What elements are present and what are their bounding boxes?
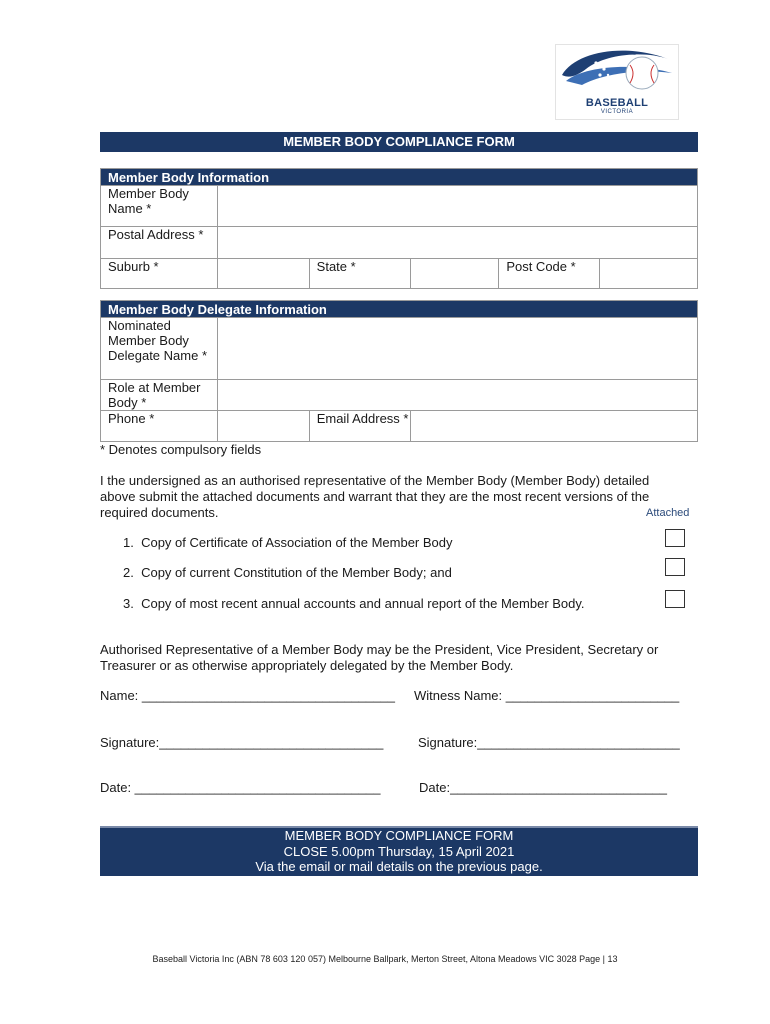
declaration-text: I the undersigned as an authorised representative of the Member Body (Member Body) detailed above submit the attached documents and warrant that they are the most recent versions of the required documents. xyxy=(100,473,650,520)
section-header: Member Body Information xyxy=(101,169,698,186)
list-text: Copy of current Constitution of the Member Body; and xyxy=(141,565,452,580)
email-field[interactable] xyxy=(410,411,697,442)
form-title: MEMBER BODY COMPLIANCE FORM xyxy=(100,132,698,152)
post-code-field[interactable] xyxy=(600,259,698,289)
section-header: Member Body Delegate Information xyxy=(101,301,698,318)
date-line[interactable]: Date: __________________________________ xyxy=(100,780,381,795)
closing-instructions: Via the email or mail details on the previous page. xyxy=(255,859,543,874)
list-item xyxy=(123,535,453,550)
member-body-name-field[interactable] xyxy=(217,186,697,227)
list-number: 3. xyxy=(123,596,134,611)
state-label: State * xyxy=(309,259,410,289)
attached-checkbox-2[interactable] xyxy=(665,558,685,576)
attached-label: Attached xyxy=(646,507,690,519)
authorised-note: Authorised Representative of a Member Body may be the President, Vice President, Secretary or Treasurer or as otherwise appropriately delegated by the Member Body. xyxy=(100,642,659,673)
closing-notice xyxy=(100,826,698,876)
member-body-info-table xyxy=(100,168,698,289)
signature-line[interactable]: Signature:_______________________________ xyxy=(100,735,384,750)
list-number: 1. xyxy=(123,535,134,550)
phone-label: Phone * xyxy=(101,411,218,442)
logo-sub-text: VICTORIA xyxy=(600,109,634,115)
list-text: Copy of Certificate of Association of the Member Body xyxy=(141,535,453,550)
postal-address-field[interactable] xyxy=(217,227,697,259)
suburb-label: Suburb * xyxy=(101,259,218,289)
compulsory-note: * Denotes compulsory fields xyxy=(100,442,262,457)
state-field[interactable] xyxy=(410,259,499,289)
list-number: 2. xyxy=(123,565,134,580)
member-body-name-label: Member Body Name * xyxy=(101,186,218,227)
attached-checkbox-1[interactable] xyxy=(665,529,685,547)
postal-address-label: Postal Address * xyxy=(101,227,218,259)
list-item xyxy=(123,565,452,580)
attached-checkbox-3[interactable] xyxy=(665,590,685,608)
post-code-label: Post Code * xyxy=(499,259,600,289)
closing-deadline: CLOSE 5.00pm Thursday, 15 April 2021 xyxy=(283,843,515,859)
role-field[interactable] xyxy=(217,380,697,411)
list-item xyxy=(123,596,585,611)
delegate-info-table xyxy=(100,300,698,442)
logo-brand-text: BASEBALL xyxy=(585,97,649,109)
name-line[interactable]: Name: ___________________________________ xyxy=(100,688,395,703)
baseball-swoosh-icon xyxy=(556,45,678,97)
witness-date-line[interactable]: Date:______________________________ xyxy=(419,780,667,795)
witness-name-line[interactable]: Witness Name: ________________________ xyxy=(414,688,680,703)
role-label: Role at Member Body * xyxy=(101,380,218,411)
delegate-name-label: Nominated Member Body Delegate Name * xyxy=(101,318,218,380)
page-footer: Baseball Victoria Inc (ABN 78 603 120 057) Melbourne Ballpark, Merton Street, Altona Meadows VIC 3028 Page | 13 xyxy=(152,954,618,964)
list-text: Copy of most recent annual accounts and annual report of the Member Body. xyxy=(141,596,585,611)
suburb-field[interactable] xyxy=(217,259,309,289)
witness-signature-line[interactable]: Signature:____________________________ xyxy=(418,735,680,750)
phone-field[interactable] xyxy=(217,411,309,442)
closing-title: MEMBER BODY COMPLIANCE FORM xyxy=(284,828,514,843)
delegate-name-field[interactable] xyxy=(217,318,697,380)
baseball-victoria-logo xyxy=(555,44,679,120)
email-label: Email Address * xyxy=(309,411,410,442)
